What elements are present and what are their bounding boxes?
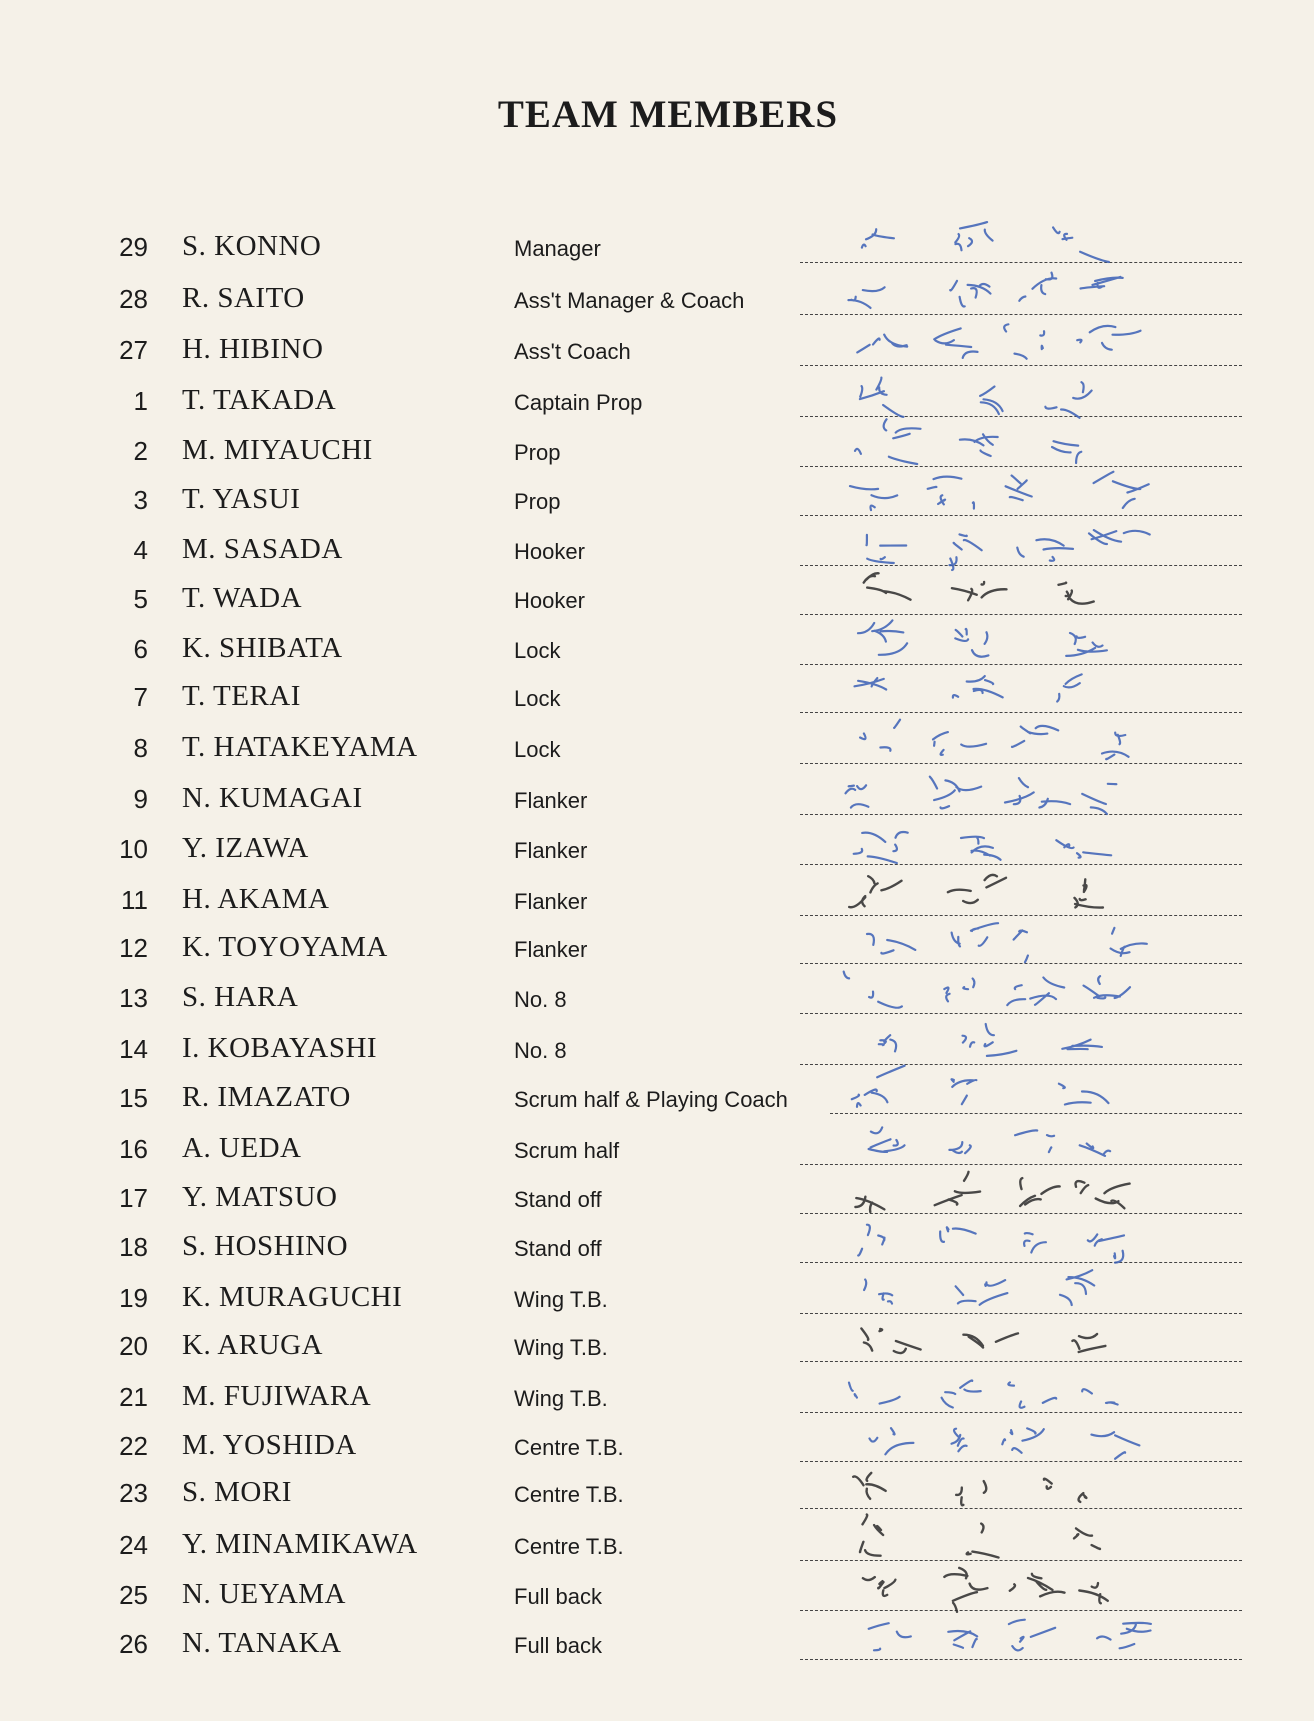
member-role: Full back	[514, 1584, 603, 1609]
member-number: 15	[119, 1083, 148, 1113]
team-member-row	[0, 384, 1314, 424]
member-name: H. AKAMA	[182, 883, 330, 915]
signature-line	[800, 1560, 1242, 1561]
team-member-row	[0, 1132, 1314, 1172]
team-member-row	[0, 533, 1314, 573]
member-name: T. TAKADA	[182, 384, 337, 416]
signature-line	[800, 515, 1242, 516]
member-name: S. KONNO	[182, 230, 322, 262]
signature-line	[800, 1461, 1242, 1462]
member-number: 26	[119, 1629, 148, 1659]
member-number: 8	[133, 733, 148, 763]
team-member-row	[0, 333, 1314, 373]
member-name: R. IMAZATO	[182, 1081, 351, 1113]
team-member-row	[0, 1329, 1314, 1369]
member-number: 24	[119, 1530, 148, 1560]
member-name: S. HARA	[182, 981, 299, 1013]
member-number: 3	[133, 485, 148, 515]
signature-line	[800, 614, 1242, 615]
signature-line	[800, 664, 1242, 665]
member-number: 9	[133, 784, 148, 814]
member-number: 17	[119, 1183, 148, 1213]
team-member-row	[0, 434, 1314, 474]
member-name: K. MURAGUCHI	[182, 1281, 403, 1313]
member-number: 23	[119, 1478, 148, 1508]
member-role: Full back	[514, 1633, 603, 1658]
member-name: T. HATAKEYAMA	[182, 731, 418, 763]
member-number: 22	[119, 1431, 148, 1461]
member-role: Wing T.B.	[514, 1335, 608, 1360]
signature-line	[800, 864, 1242, 865]
member-role: Scrum half & Playing Coach	[514, 1087, 788, 1112]
member-role: Centre T.B.	[514, 1534, 624, 1559]
member-role: Ass't Manager & Coach	[514, 288, 745, 313]
signature-line	[800, 262, 1242, 263]
member-number: 5	[133, 584, 148, 614]
member-name: N. UEYAMA	[182, 1578, 346, 1610]
signature-line	[800, 565, 1242, 566]
member-role: Lock	[514, 638, 561, 663]
signature-line	[800, 1659, 1242, 1660]
member-number: 19	[119, 1283, 148, 1313]
signature-line	[800, 1610, 1242, 1611]
member-name: K. ARUGA	[182, 1329, 323, 1361]
member-role: Flanker	[514, 788, 588, 813]
signature-line	[800, 416, 1242, 417]
team-member-row	[0, 931, 1314, 971]
team-member-row	[0, 1081, 1314, 1121]
member-role: Manager	[514, 236, 601, 261]
team-member-row	[0, 1380, 1314, 1420]
member-number: 21	[119, 1382, 148, 1412]
member-role: No. 8	[514, 987, 567, 1012]
member-role: Captain Prop	[514, 390, 643, 415]
signature-line	[800, 1064, 1242, 1065]
member-role: Wing T.B.	[514, 1386, 608, 1411]
member-name: I. KOBAYASHI	[182, 1032, 378, 1064]
member-name: T. YASUI	[182, 483, 301, 515]
member-name: T. TERAI	[182, 680, 301, 712]
team-member-row	[0, 282, 1314, 322]
member-role: Hooker	[514, 539, 585, 564]
signature-line	[800, 814, 1242, 815]
member-name: A. UEDA	[182, 1132, 302, 1164]
member-role: Centre T.B.	[514, 1435, 624, 1460]
team-member-row	[0, 1578, 1314, 1618]
signature-line	[800, 1164, 1242, 1165]
member-name: S. HOSHINO	[182, 1230, 349, 1262]
member-role: Hooker	[514, 588, 585, 613]
member-name: M. SASADA	[182, 533, 343, 565]
member-number: 28	[119, 284, 148, 314]
member-number: 12	[119, 933, 148, 963]
signature-line	[800, 1262, 1242, 1263]
member-role: Scrum half	[514, 1138, 620, 1163]
team-member-row	[0, 731, 1314, 771]
team-member-row	[0, 1181, 1314, 1221]
member-name: M. FUJIWARA	[182, 1380, 372, 1412]
team-member-row	[0, 832, 1314, 872]
member-name: N. TANAKA	[182, 1627, 342, 1659]
member-number: 14	[119, 1034, 148, 1064]
member-name: M. YOSHIDA	[182, 1429, 357, 1461]
member-number: 25	[119, 1580, 148, 1610]
signature-line	[800, 314, 1242, 315]
member-role: Flanker	[514, 937, 588, 962]
team-member-row	[0, 483, 1314, 523]
signature-line	[800, 1508, 1242, 1509]
member-number: 2	[133, 436, 148, 466]
member-number: 29	[119, 232, 148, 262]
member-role: Wing T.B.	[514, 1287, 608, 1312]
member-role: Stand off	[514, 1187, 602, 1212]
member-number: 4	[133, 535, 148, 565]
member-number: 10	[119, 834, 148, 864]
signature-line	[800, 466, 1242, 467]
team-member-row	[0, 582, 1314, 622]
member-role: Prop	[514, 489, 561, 514]
team-member-row	[0, 632, 1314, 672]
member-name: K. TOYOYAMA	[182, 931, 388, 963]
member-name: M. MIYAUCHI	[182, 434, 373, 466]
team-member-row	[0, 1429, 1314, 1469]
member-number: 6	[133, 634, 148, 664]
team-member-row	[0, 680, 1314, 720]
member-role: Ass't Coach	[514, 339, 631, 364]
member-name: S. MORI	[182, 1476, 292, 1508]
signature-line	[830, 1113, 1242, 1114]
member-number: 7	[133, 682, 148, 712]
member-number: 27	[119, 335, 148, 365]
member-name: T. WADA	[182, 582, 303, 614]
member-name: K. SHIBATA	[182, 632, 343, 664]
member-name: R. SAITO	[182, 282, 305, 314]
signature-line	[800, 1412, 1242, 1413]
team-member-row	[0, 1627, 1314, 1667]
signature-line	[800, 365, 1242, 366]
member-number: 11	[121, 885, 148, 915]
member-name: Y. MINAMIKAWA	[182, 1528, 418, 1560]
signature-line	[800, 963, 1242, 964]
member-number: 1	[133, 386, 148, 416]
team-member-row	[0, 981, 1314, 1021]
signature-line	[800, 763, 1242, 764]
member-role: Lock	[514, 686, 561, 711]
member-role: Centre T.B.	[514, 1482, 624, 1507]
signature-line	[800, 1213, 1242, 1214]
team-member-row	[0, 1528, 1314, 1568]
signature-line	[800, 1013, 1242, 1014]
member-number: 18	[119, 1232, 148, 1262]
team-member-row	[0, 230, 1314, 270]
member-number: 13	[119, 983, 148, 1013]
member-name: Y. MATSUO	[182, 1181, 338, 1213]
team-member-row	[0, 1281, 1314, 1321]
member-role: Lock	[514, 737, 561, 762]
member-name: N. KUMAGAI	[182, 782, 363, 814]
signature-line	[800, 1313, 1242, 1314]
member-role: Prop	[514, 440, 561, 465]
member-name: Y. IZAWA	[182, 832, 309, 864]
signature-line	[800, 712, 1242, 713]
team-member-row	[0, 883, 1314, 923]
member-role: Flanker	[514, 838, 588, 863]
member-name: H. HIBINO	[182, 333, 324, 365]
member-role: Flanker	[514, 889, 588, 914]
team-member-row	[0, 1230, 1314, 1270]
member-number: 20	[119, 1331, 148, 1361]
team-member-row	[0, 1476, 1314, 1516]
member-role: Stand off	[514, 1236, 602, 1261]
signature-line	[800, 1361, 1242, 1362]
page-title: TEAM MEMBERS	[497, 93, 839, 136]
member-role: No. 8	[514, 1038, 567, 1063]
member-number: 16	[119, 1134, 148, 1164]
team-member-row	[0, 1032, 1314, 1072]
signature-line	[800, 915, 1242, 916]
team-member-row	[0, 782, 1314, 822]
